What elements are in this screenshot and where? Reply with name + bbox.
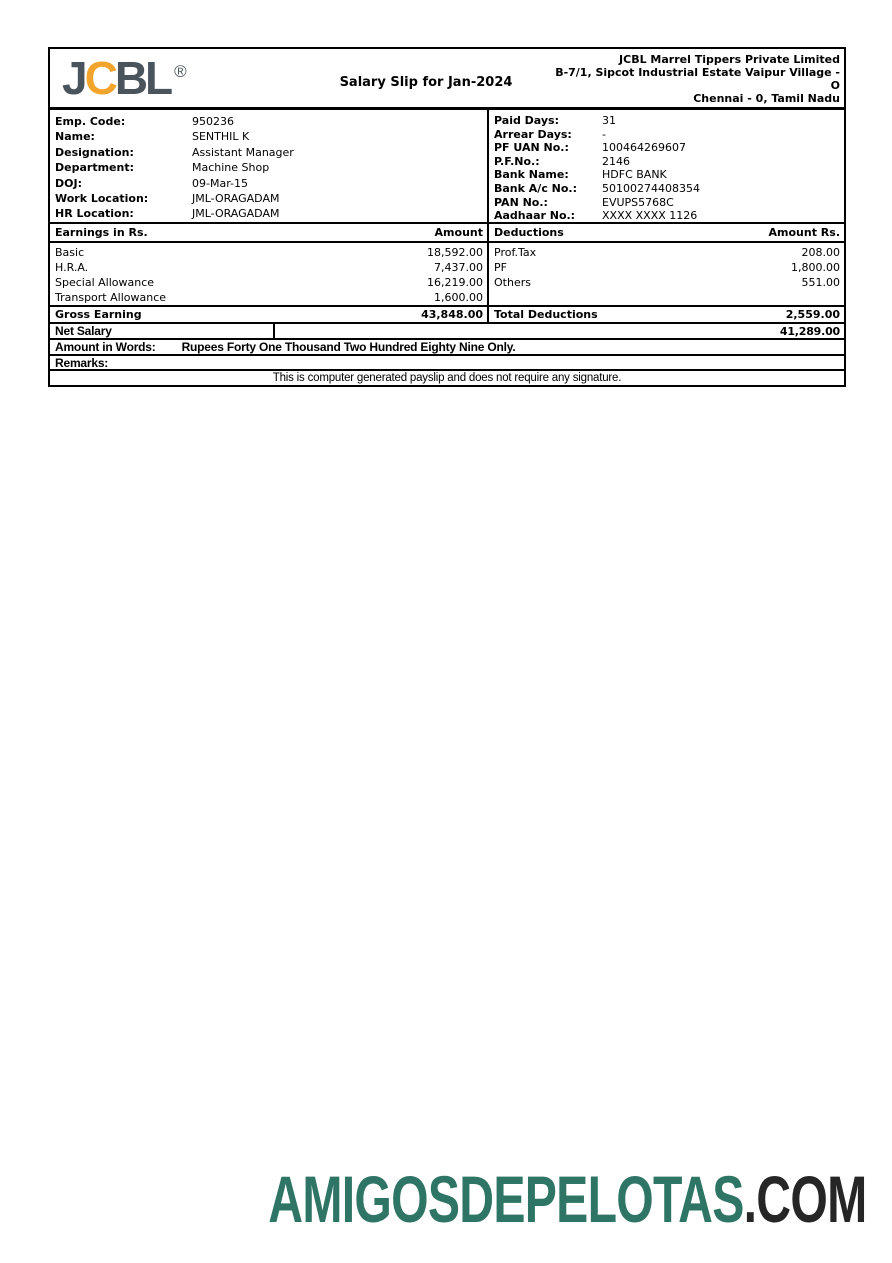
table-row: H.R.A. 7,437.00 xyxy=(55,261,483,274)
arrear-days-row: Arrear Days: - xyxy=(494,127,606,141)
remarks-row xyxy=(50,354,844,369)
employee-info-left xyxy=(50,110,489,222)
registered-trademark-icon: ® xyxy=(174,62,184,81)
document-header xyxy=(50,49,844,107)
watermark xyxy=(267,1162,866,1236)
designation-row: Designation: Assistant Manager xyxy=(55,145,294,159)
hr-location-row: HR Location: JML-ORAGADAM xyxy=(55,207,280,221)
totals-row xyxy=(50,305,844,322)
bank-name-row: Bank Name: HDFC BANK xyxy=(494,168,667,182)
payslip-document xyxy=(48,47,846,387)
company-address xyxy=(552,49,844,107)
amount-in-words-value: Rupees Forty One Thousand Two Hundred Eighty Nine Only. xyxy=(181,340,516,354)
name-row: Name: SENTHIL K xyxy=(55,130,250,144)
page-title: Salary Slip for Jan-2024 xyxy=(339,74,513,90)
address-line: Chennai - 0, Tamil Nadu xyxy=(693,92,840,105)
pan-no-row: PAN No.: EVUPS5768C xyxy=(494,195,674,209)
earnings-header: Earnings in Rs. Amount xyxy=(50,224,489,241)
table-header-row xyxy=(50,222,844,241)
jcbl-logo-text: JCBL ® xyxy=(62,52,184,104)
watermark-suffix-text: .COM xyxy=(743,1162,866,1236)
emp-code-row: Emp. Code: 950236 xyxy=(55,115,234,128)
table-row: Transport Allowance 1,600.00 xyxy=(55,291,483,304)
footer-note: This is computer generated payslip and does not require any signature. xyxy=(50,369,844,385)
employee-info-section xyxy=(50,107,844,222)
table-row: Others 551.00 xyxy=(494,276,840,289)
address-line: O xyxy=(830,79,840,92)
doj-row: DOJ: 09-Mar-15 xyxy=(55,176,248,190)
total-deductions: Total Deductions 2,559.00 xyxy=(494,308,840,321)
aadhaar-no-row: Aadhaar No.: XXXX XXXX 1126 xyxy=(494,209,698,223)
work-location-row: Work Location: JML-ORAGADAM xyxy=(55,192,280,206)
pf-no-row: P.F.No.: 2146 xyxy=(494,154,630,168)
company-name: JCBL Marrel Tippers Private Limited xyxy=(619,53,840,66)
watermark-main-text: AMIGOSDEPELOTAS xyxy=(267,1162,744,1236)
remarks-label: Remarks: xyxy=(55,355,109,370)
pf-uan-row: PF UAN No.: 100464269607 xyxy=(494,141,686,155)
employee-info-right xyxy=(489,110,844,222)
amount-in-words-row xyxy=(50,338,844,354)
table-row: Special Allowance 16,219.00 xyxy=(55,276,483,289)
table-row: Basic 18,592.00 xyxy=(55,246,483,259)
earnings-list xyxy=(50,243,489,305)
net-salary-label: Net Salary xyxy=(50,324,275,338)
table-body xyxy=(50,241,844,305)
table-row: PF 1,800.00 xyxy=(494,261,840,274)
paid-days-row: Paid Days: 31 xyxy=(494,114,616,127)
gross-earning: Gross Earning 43,848.00 xyxy=(50,307,489,322)
table-row: Prof.Tax 208.00 xyxy=(494,246,840,259)
deductions-header: Deductions Amount Rs. xyxy=(494,226,840,239)
department-row: Department: Machine Shop xyxy=(55,161,270,175)
bank-account-row: Bank A/c No.: 50100274408354 xyxy=(494,181,700,195)
address-line: B-7/1, Sipcot Industrial Estate Vaipur Village - xyxy=(555,66,840,79)
amount-in-words-label: Amount in Words: xyxy=(55,340,156,354)
jcbl-logo xyxy=(50,49,300,107)
deductions-list xyxy=(489,243,844,305)
net-salary-amount: 41,289.00 xyxy=(779,324,840,338)
net-salary-row xyxy=(50,322,844,338)
